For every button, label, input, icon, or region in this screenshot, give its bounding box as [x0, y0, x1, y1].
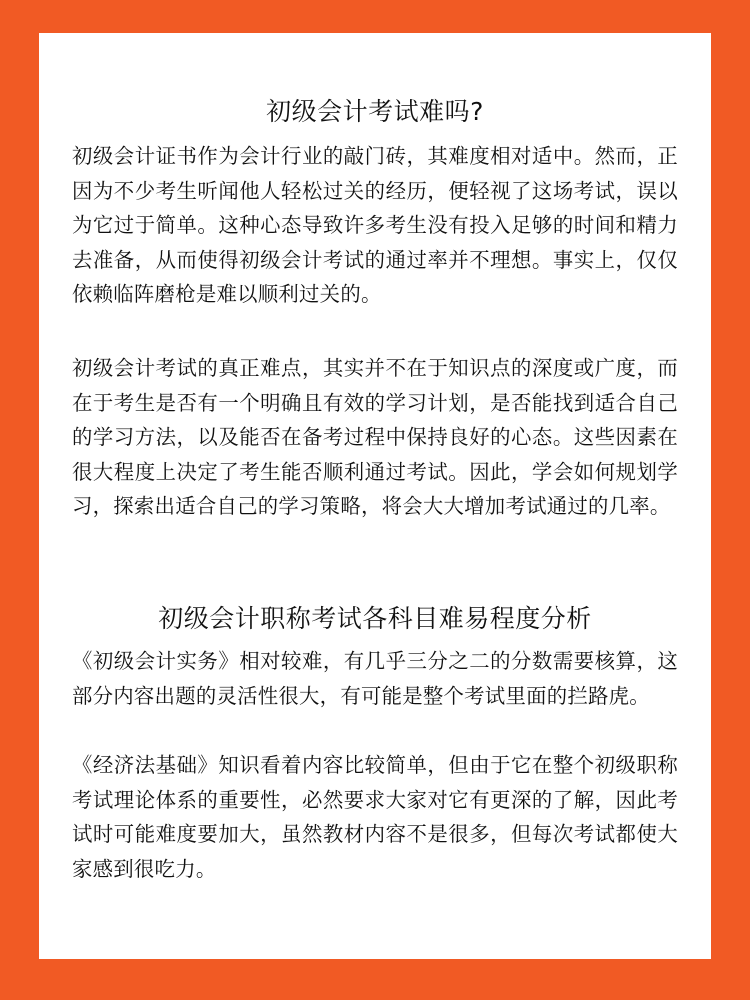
paragraph-real-difficulty: 初级会计考试的真正难点，其实并不在于知识点的深度或广度，而在于考生是否有一个明确且有效的学习计划，是否能找到适合自己的学习方法，以及能否在备考过程中保持良好的心态。这些因素在很大程度上决定了考生能否顺利通过考试。因此，学会如何规划学习，探索出适合自己的学习策略，将会大大增加考试通过的几率。 — [72, 356, 678, 519]
paragraph-intro: 初级会计证书作为会计行业的敲门砖，其难度相对适中。然而，正因为不少考生听闻他人轻松过关的经历，便轻视了这场考试，误以为它过于简单。这种心态导致许多考生没有投入足够的时间和精力去准备，从而使得初级会计考试的通过率并不理想。事实上，仅仅依赖临阵磨枪是难以顺利过关的。 — [72, 144, 678, 307]
paragraph-practice-subject: 《初级会计实务》相对较难，有几乎三分之二的分数需要核算，这部分内容出题的灵活性很大，有可能是整个考试里面的拦路虎。 — [72, 649, 678, 708]
section-title-subject-analysis: 初级会计职称考试各科目难易程度分析 — [158, 604, 592, 633]
section-title-exam-difficulty: 初级会计考试难吗? — [266, 97, 484, 126]
article-card — [39, 33, 711, 959]
paragraph-economic-law-subject: 《经济法基础》知识看着内容比较简单，但由于它在整个初级职称考试理论体系的重要性，必然要求大家对它有更深的了解，因此考试时可能难度要加大，虽然教材内容不是很多，但每次考试都使大家感到很吃力。 — [72, 753, 678, 881]
